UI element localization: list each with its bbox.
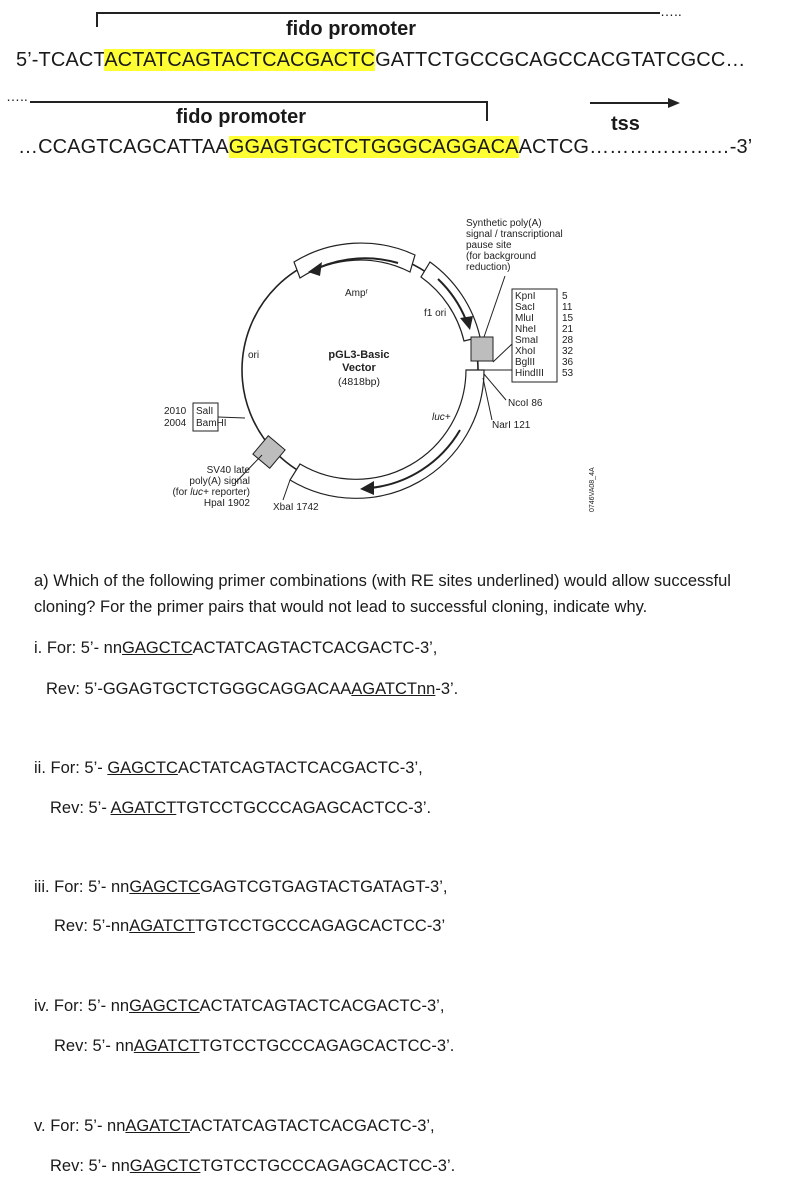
mcs-xhoi-pos: 32 <box>562 346 574 357</box>
bamhi-pos: 2004 <box>164 418 187 429</box>
option-v-reverse <box>50 1155 455 1177</box>
opt-v-for-site: AGATCT <box>125 1117 190 1135</box>
mcs-mlui: MluI <box>515 313 534 324</box>
ori-label: ori <box>248 350 260 361</box>
opt-iii-rev-site: AGATCT <box>129 917 195 935</box>
opt-ii-for-pre: ii. For: 5’- <box>34 759 108 777</box>
option-iii-reverse <box>54 915 445 937</box>
opt-ii-rev-post: TGTCCTGCCCAGAGCACTCC-3’. <box>176 799 432 817</box>
question-line-1: a) Which of the following primer combinations (with RE sites underlined) would allow successful <box>34 572 731 590</box>
opt-iv-rev-site: AGATCT <box>133 1037 200 1055</box>
opt-i-rev-site: AGATCTnn <box>351 680 436 698</box>
polyA-line-2: signal / transcriptional <box>466 229 563 240</box>
opt-v-for-post: ACTATCAGTACTCACGACTC-3’, <box>189 1117 435 1135</box>
option-iv-reverse <box>54 1035 454 1057</box>
opt-i-for-pre: i. For: 5’- nn <box>34 639 123 657</box>
seq2-highlight: GGAGTGCTCTGGGCAGGACA <box>228 136 519 158</box>
opt-iii-for-site: GAGCTC <box>129 878 200 896</box>
option-v-forward <box>34 1115 435 1137</box>
sv40-line-3 <box>172 487 250 498</box>
hpai-label: HpaI 1902 <box>203 498 250 509</box>
opt-ii-rev-site: AGATCT <box>110 799 177 817</box>
luc-label: luc+ <box>432 412 451 423</box>
plasmid-size: (4818bp) <box>337 376 381 388</box>
question-line-2: cloning? For the primer pairs that would not lead to successful cloning, indicate why. <box>34 598 648 616</box>
sv40-line-3-luc: luc+ <box>190 487 209 498</box>
nari-label: NarI 121 <box>492 420 531 431</box>
sali-pos: 2010 <box>164 406 187 417</box>
dots-right: ….. <box>660 3 682 19</box>
sv40-line-2: poly(A) signal <box>189 476 250 487</box>
mcs-smai: SmaI <box>515 335 539 346</box>
sv40-line-3-b: reporter) <box>208 487 250 498</box>
mcs-kpni-pos: 5 <box>562 291 568 302</box>
opt-iv-rev-pre: Rev: 5’- nn <box>54 1037 134 1055</box>
opt-ii-for-post: ACTATCAGTACTCACGACTC-3’, <box>177 759 423 777</box>
sali-name: SalI <box>196 406 214 417</box>
sv40-line-3-a: (for <box>172 487 191 498</box>
opt-v-rev-site: GAGCTC <box>129 1157 201 1175</box>
opt-iii-rev-pre: Rev: 5’-nn <box>54 917 130 935</box>
plasmid-name-2: Vector <box>342 362 376 374</box>
plasmid-map <box>0 0 808 540</box>
opt-i-rev-pre: Rev: 5’-GGAGTGCTCTGGGCAGGACAA <box>46 680 352 698</box>
promoter-label-top: fido promoter <box>286 18 416 40</box>
mcs-smai-pos: 28 <box>562 335 574 346</box>
bamhi-name: BamHI <box>196 418 227 429</box>
option-i-forward <box>34 637 437 659</box>
opt-iii-for-pre: iii. For: 5’- nn <box>34 878 130 896</box>
seq2-pre: …CCAGTCAGCATTAA <box>18 136 229 158</box>
opt-ii-rev-pre: Rev: 5’- <box>50 799 111 817</box>
mcs-bglii: BglII <box>515 357 536 368</box>
opt-iii-for-post: GAGTCGTGAGTACTGATAGT-3’, <box>199 878 448 896</box>
seq1-pre: 5’-TCACT <box>16 49 105 71</box>
mcs-kpni: KpnI <box>515 291 536 302</box>
amp-label: Ampʳ <box>345 288 368 299</box>
seq1-post: GATTCTGCCGCAGCCACGTATCGCC… <box>375 49 746 71</box>
opt-iv-for-site: GAGCTC <box>129 997 200 1015</box>
polyA-box <box>471 337 493 361</box>
mcs-xhoi: XhoI <box>515 346 536 357</box>
option-iii-forward <box>34 876 447 898</box>
opt-v-rev-pre: Rev: 5’- nn <box>50 1157 130 1175</box>
opt-iv-for-post: ACTATCAGTACTCACGACTC-3’, <box>199 997 445 1015</box>
f1ori-label: f1 ori <box>424 308 447 319</box>
mcs-nhei-pos: 21 <box>562 324 574 335</box>
promoter-label-bottom: fido promoter <box>176 106 306 128</box>
mcs-mlui-pos: 15 <box>562 313 574 324</box>
xbai-label: XbaI 1742 <box>273 502 319 513</box>
opt-ii-for-site: GAGCTC <box>107 759 178 777</box>
sv40-box <box>253 436 285 469</box>
polyA-line-3: pause site <box>466 240 512 251</box>
tss-label: tss <box>611 113 640 135</box>
polyA-line-1: Synthetic poly(A) <box>466 218 542 229</box>
mcs-nhei: NheI <box>515 324 537 335</box>
mcs-hindiii: HindIII <box>515 368 544 379</box>
seq2-post: ACTCG…………………-3’ <box>518 136 753 158</box>
opt-iv-rev-post: TGTCCTGCCCAGAGCACTCC-3’. <box>199 1037 455 1055</box>
opt-v-for-pre: v. For: 5’- nn <box>34 1117 126 1135</box>
option-ii-reverse <box>50 797 431 819</box>
opt-iv-for-pre: iv. For: 5’- nn <box>34 997 130 1015</box>
xbai-leader <box>283 480 290 500</box>
sv40-line-1: SV40 late <box>206 465 250 476</box>
opt-v-rev-post: TGTCCTGCCCAGAGCACTCC-3’. <box>200 1157 456 1175</box>
option-i-reverse <box>46 678 458 700</box>
dots-left: ….. <box>6 88 28 104</box>
ncoi-label: NcoI 86 <box>508 398 543 409</box>
polyA-leader <box>484 276 505 337</box>
plasmid-name: pGL3-Basic <box>328 349 390 361</box>
mcs-hindiii-pos: 53 <box>562 368 574 379</box>
nari-leader <box>483 378 492 420</box>
polyA-line-4: (for background <box>466 251 537 262</box>
opt-iii-rev-post: TGTCCTGCCCAGAGCACTCC-3’ <box>194 917 446 935</box>
mcs-bglii-pos: 36 <box>562 357 574 368</box>
mcs-saci-pos: 11 <box>562 302 573 313</box>
opt-i-for-post: ACTATCAGTACTCACGACTC-3’, <box>192 639 438 657</box>
seq1-highlight: ACTATCAGTACTCACGACTC <box>104 49 376 71</box>
opt-i-rev-post: -3’. <box>435 680 459 698</box>
mcs-saci: SacI <box>515 302 536 313</box>
polyA-line-5: reduction) <box>466 262 511 273</box>
option-ii-forward <box>34 757 423 779</box>
opt-i-for-site: GAGCTC <box>122 639 193 657</box>
figure-code: 0746VA08_4A <box>589 467 596 512</box>
f1ori-band <box>421 262 480 341</box>
luc-band <box>290 370 484 498</box>
mcs-leader-1 <box>493 344 512 362</box>
option-iv-forward <box>34 995 444 1017</box>
